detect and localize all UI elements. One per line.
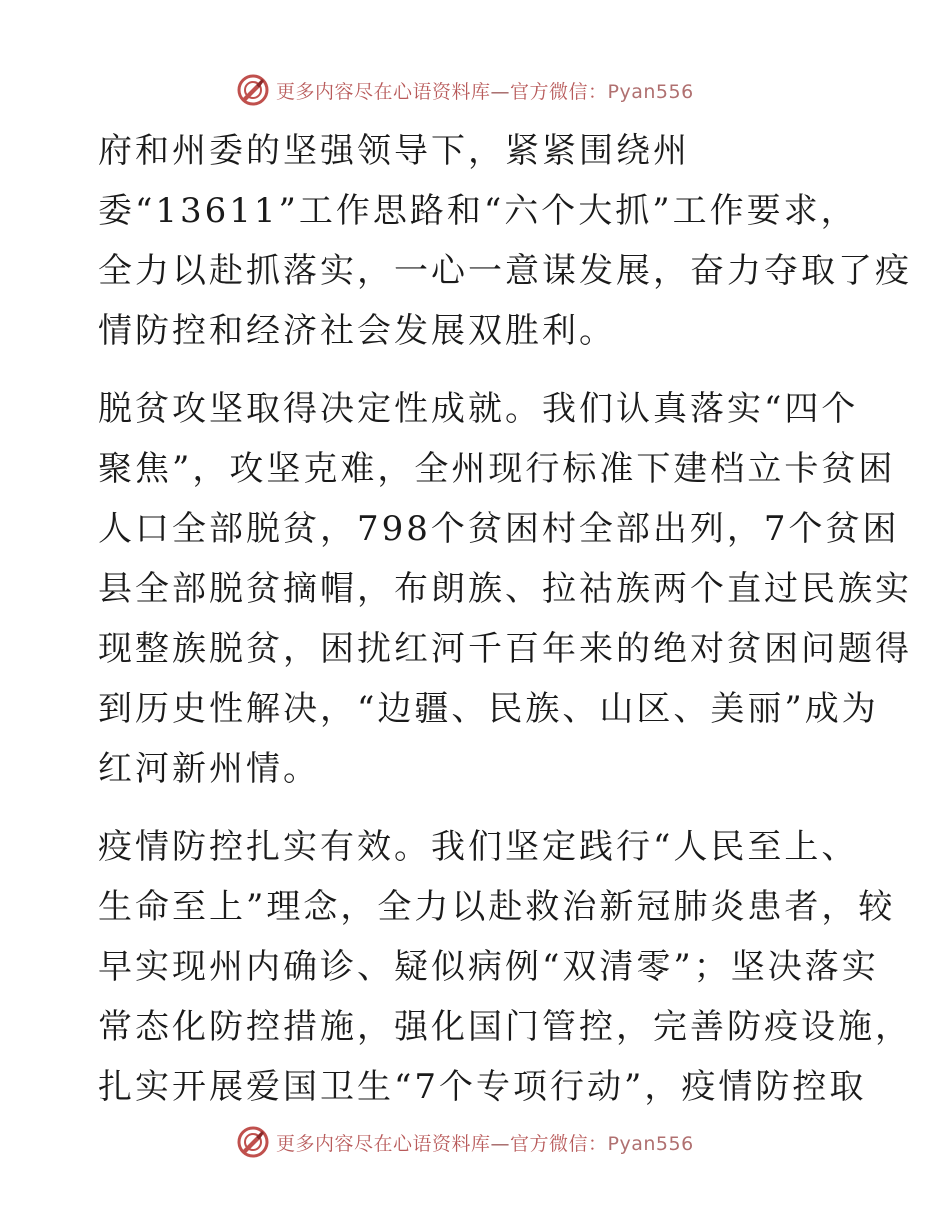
document-body [98,121,912,1117]
text-line: 现整族脱贫，困扰红河千百年来的绝对贫困问题得 [98,629,912,669]
paragraph [98,379,912,799]
paragraph [98,817,912,1117]
text-line: 常态化防控措施，强化国门管控，完善防疫设施， [98,1007,912,1047]
footer-account-id: Pyan556 [607,1132,694,1155]
text-line: 人口全部脱贫，798个贫困村全部出列，7个贫困 [98,509,900,549]
text-line: 红河新州情。 [98,749,320,789]
text-line: 到历史性解决，“边疆、民族、山区、美丽”成为 [98,689,879,729]
header-account-id: Pyan556 [607,80,694,103]
seal-logo-icon [236,73,270,107]
paragraph [98,121,912,361]
text-line: 情防控和经济社会发展双胜利。 [98,311,616,351]
text-line: 委“13611”工作思路和“六个大抓”工作要求， [98,191,858,231]
text-line: 扎实开展爱国卫生“7个专项行动”，疫情防控取 [98,1067,867,1107]
text-line: 生命至上”理念，全力以赴救治新冠肺炎患者，较 [98,887,896,927]
text-line: 疫情防控扎实有效。我们坚定践行“人民至上、 [98,827,859,867]
header-banner-text: 更多内容尽在心语资料库—官方微信：Pyan556 [276,80,694,103]
text-line: 早实现州内确诊、疑似病例“双清零”；坚决落实 [98,947,879,987]
seal-logo-icon [236,1125,270,1159]
text-line: 县全部脱贫摘帽，布朗族、拉祜族两个直过民族实 [98,569,912,609]
footer-banner-text: 更多内容尽在心语资料库—官方微信：Pyan556 [276,1132,694,1155]
text-line: 脱贫攻坚取得决定性成就。我们认真落实“四个 [98,389,859,429]
text-line: 府和州委的坚强领导下，紧紧围绕州 [98,131,690,171]
text-line: 全力以赴抓落实，一心一意谋发展，奋力夺取了疫 [98,251,912,291]
header-banner [236,72,716,108]
footer-banner [236,1124,716,1160]
text-line: 聚焦”，攻坚克难，全州现行标准下建档立卡贫困 [98,449,896,489]
